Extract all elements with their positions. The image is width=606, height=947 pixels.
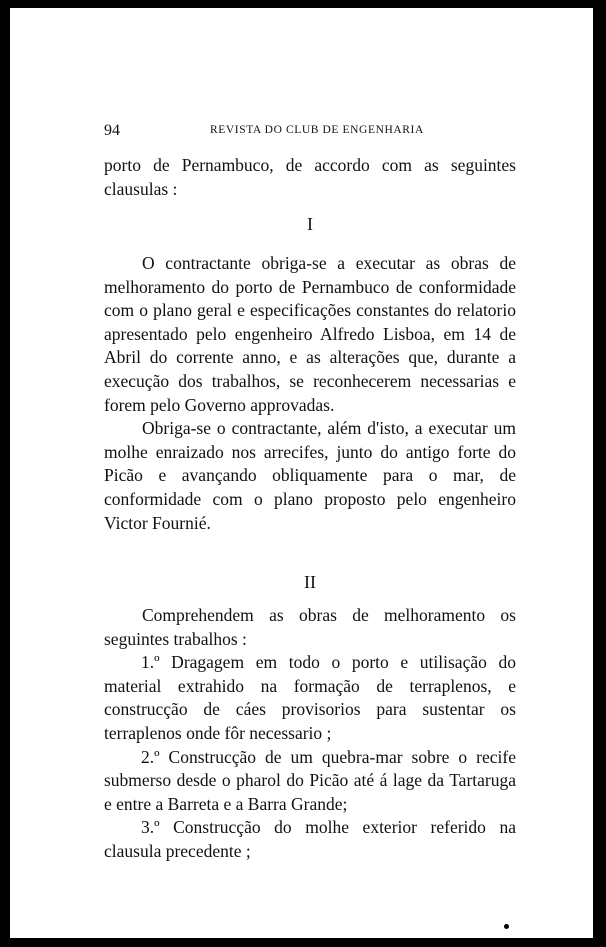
- section-2-item-1: 1.º Dragagem em todo o porto e utilisação do material extrahido na formação de terraplenos, e construcção de cáes provisorios para sustentar os terraplenos onde fôr necessario ;: [104, 652, 516, 743]
- section-1-paragraph-1: O contractante obriga-se a executar as obras de melhoramento do porto de Pernambuco de conformidade com o plano geral e especificações constantes do relatorio apresentado pelo engenheiro Alfredo Lisboa, em 14 de Abril do corrente anno, e as alterações que, durante a execução dos trabalhos, se reconhecerem necessarias e forem pelo Governo approvadas.: [104, 253, 516, 415]
- book-page: [10, 8, 593, 938]
- ink-speck: [504, 924, 509, 929]
- section-1-body: [104, 252, 516, 535]
- section-2-heading-block: [104, 571, 516, 595]
- intro-paragraph: porto de Pernambuco, de accordo com as seguintes clausulas :: [104, 155, 516, 199]
- running-title: REVISTA DO CLUB DE ENGENHARIA: [210, 124, 424, 136]
- intro-text-block: [104, 154, 516, 201]
- page-header: [104, 122, 516, 142]
- section-2-body: [104, 604, 516, 864]
- section-1-heading-block: [104, 213, 516, 237]
- section-heading-2: II: [304, 572, 316, 592]
- section-1-paragraph-2: Obriga-se o contractante, além d'isto, a executar um molhe enraizado nos arrecifes, junto do antigo forte do Picão e avançando obliquamente para o mar, de conformidade com o plano proposto pelo engenheiro Victor Fournié.: [104, 418, 516, 533]
- section-2-intro: Comprehendem as obras de melhoramento os seguintes trabalhos :: [104, 605, 516, 649]
- section-2-item-2: 2.º Construcção de um quebra-mar sobre o recife submerso desde o pharol do Picão até á lage da Tartaruga e entre a Barreta e a Barra Grande;: [104, 746, 516, 814]
- section-2-item-3: 3.º Construcção do molhe exterior referido na clausula precedente ;: [104, 817, 516, 861]
- section-heading-1: I: [307, 214, 313, 234]
- page-number: 94: [104, 122, 120, 139]
